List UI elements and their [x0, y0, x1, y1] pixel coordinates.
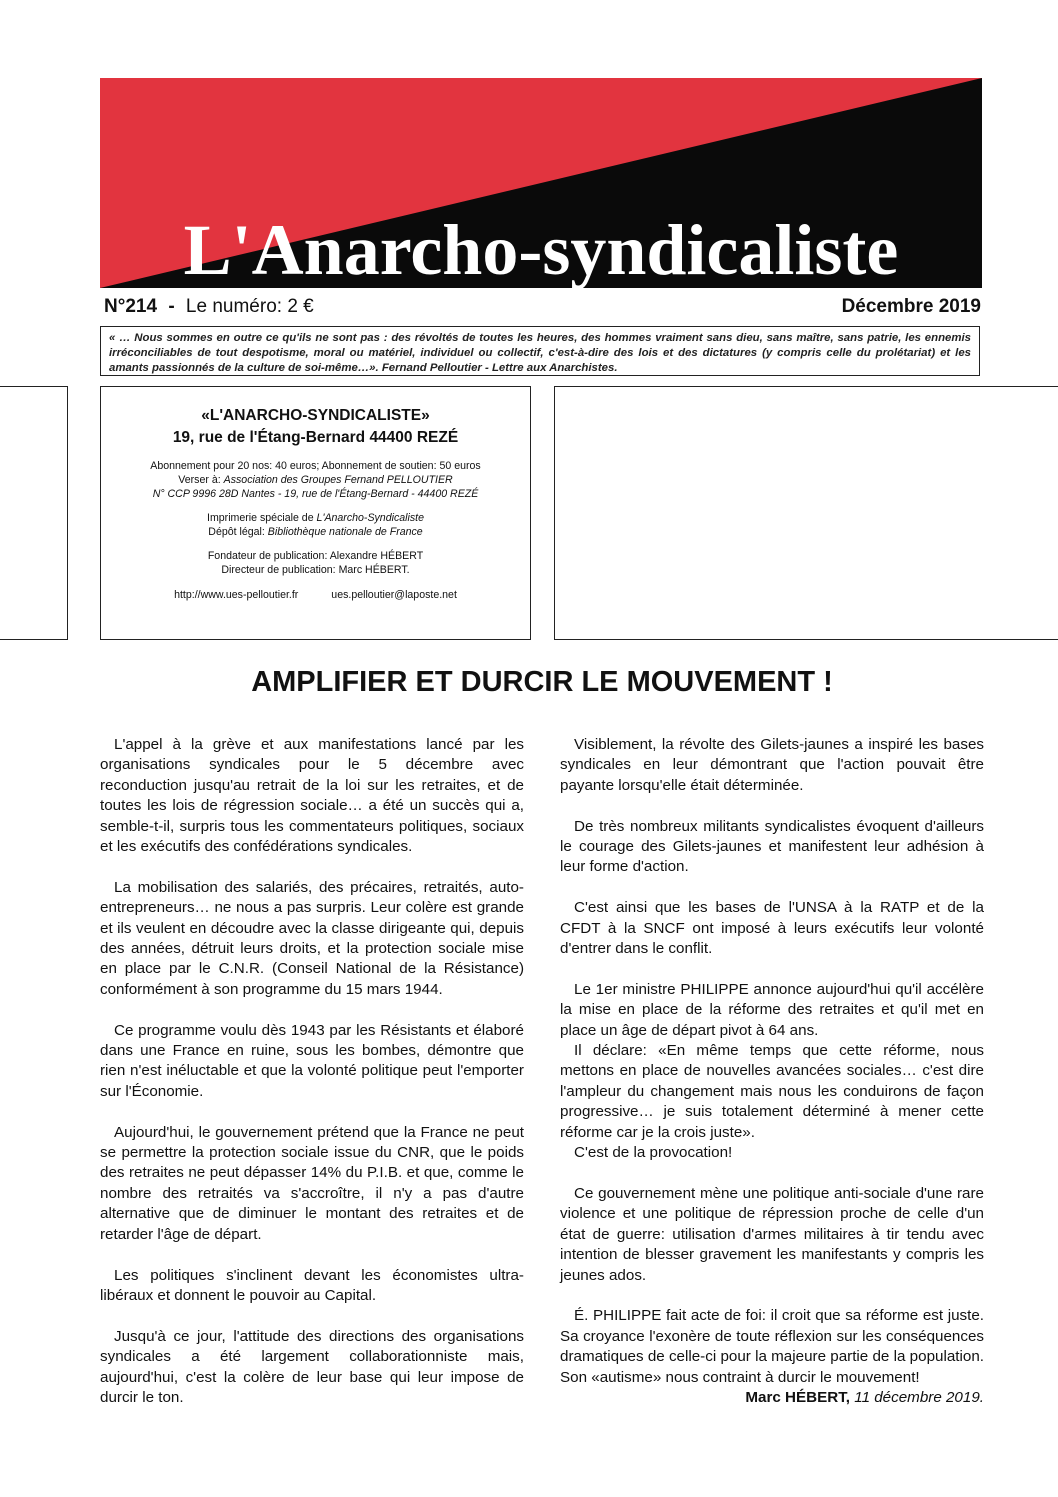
issue-separator: -	[168, 296, 175, 317]
epigraph-quote: « … Nous sommes en outre ce qu'ils ne sont pas : des révoltés de toutes les heures, des hommes vraiment sans dieu, sans maître, sans patrie, les ennemis irréconciliables de tout despotisme, moral ou matériel, individuel ou collectif, c'est-à-dire des lois et des dictatures (y compris celle du prolétariat) et les amants passionnés de la culture de soi-même…». Fernand Pelloutier - Lettre aux Anarchistes.	[100, 326, 980, 376]
paragraph-quote: Il déclare: «En même temps que cette réforme, nous mettons en place de nouvelles avancées sociales… c'est dire l'ampleur du changement mais nous les conduirons de façon progressive… je suis totalement déterminé à mener cette réforme car je la crois juste».	[560, 1042, 984, 1141]
info-legal-label: Dépôt légal:	[208, 526, 265, 538]
right-empty-box	[554, 386, 1058, 640]
info-director: Directeur de publication: Marc HÉBERT.	[221, 564, 410, 576]
issue-date: Décembre 2019	[841, 296, 981, 317]
paragraph: Ce programme voulu dès 1943 par les Résistants et élaboré dans une France en ruine, sous les bombes, démontre que rien n'est inéluctable et que la volonté politique peut l'emporter sur l'Économie.	[100, 1021, 524, 1100]
paragraph: Visiblement, la révolte des Gilets-jaunes a inspiré les bases syndicales en leur démontrant que l'action pouvait être payante lorsqu'elle était déterminée.	[560, 736, 984, 794]
article-headline: AMPLIFIER ET DURCIR LE MOUVEMENT !	[251, 666, 833, 698]
signature-name: Marc HÉBERT,	[745, 1388, 851, 1406]
paragraph: L'appel à la grève et aux manifestations lancé par les organisations syndicales pour le 5 décembre avec reconduction jusqu'au retrait de la loi sur les retraites, et de toutes les lois de régression sociale… a été un succès qui a, semble-t-il, surpris tous les commentateurs politiques, sociaux et les exécutifs des confédérations syndicales.	[100, 736, 524, 856]
paragraph: C'est ainsi que les bases de l'UNSA à la RATP et de la CFDT à la SNCF ont imposé à leurs exécutifs leur volonté d'entrer dans le conflit.	[560, 899, 984, 958]
info-legal: Bibliothèque nationale de France	[267, 526, 423, 538]
info-subscription: Abonnement pour 20 nos: 40 euros; Abonnement de soutien: 50 euros	[150, 460, 481, 472]
info-org-name: «L'ANARCHO-SYNDICALISTE»	[201, 407, 430, 424]
info-website-link[interactable]: http://www.ues-pelloutier.fr	[174, 589, 299, 601]
masthead-title: L'Anarcho-syndicaliste	[183, 210, 899, 288]
info-printer-line	[101, 511, 530, 525]
issue-price: Le numéro: 2 €	[185, 296, 314, 317]
publication-info-box	[100, 386, 531, 640]
info-pay-label: Verser à:	[178, 474, 221, 486]
paragraph: Aujourd'hui, le gouvernement prétend que la France ne peut se permettre la protection sociale issue du CNR, que le poids des retraites ne peut dépasser 14% du P.I.B. et que, comme le nombre des retraités va s'accroître, il n'y a pas d'autre alternative que de diminuer le montant des retraites et de retarder l'âge de départ.	[100, 1123, 524, 1243]
info-pay-line	[101, 473, 530, 487]
paragraph: Le 1er ministre PHILIPPE annonce aujourd'hui qu'il accélère la mise en place de la réforme des retraites et qu'il met en place un âge de départ pivot à 64 ans.	[560, 980, 984, 1039]
issue-number: N°214	[104, 296, 158, 317]
masthead	[100, 78, 982, 288]
article-column-right	[560, 735, 984, 1408]
info-founder: Fondateur de publication: Alexandre HÉBERT	[207, 550, 424, 562]
info-pay-to: Association des Groupes Fernand PELLOUTIER	[223, 474, 453, 486]
signature-date: 11 décembre 2019.	[854, 1388, 984, 1406]
paragraph: É. PHILIPPE fait acte de foi: il croit que sa réforme est juste. Sa croyance l'exonère de toute réflexion sur les conséquences dramatiques de celle-ci pour la majeure partie de la population. Son «autisme» nous contraint à durcir le mouvement!	[560, 1307, 984, 1386]
paragraph: Les politiques s'inclinent devant les économistes ultra-libéraux et donnent le pouvoir au Capital.	[100, 1266, 524, 1304]
article-column-left	[100, 735, 524, 1429]
issue-info	[104, 296, 314, 318]
info-printer-label: Imprimerie spéciale de	[207, 512, 314, 524]
info-printer: L'Anarcho-Syndicaliste	[316, 512, 424, 524]
paragraph: De très nombreux militants syndicalistes évoquent d'ailleurs le courage des Gilets-jaunes et manifestent leur adhésion à leur forme d'action.	[560, 817, 984, 876]
left-empty-box	[0, 386, 68, 640]
info-email-link[interactable]: ues.pelloutier@laposte.net	[331, 589, 457, 601]
info-legal-line	[101, 525, 530, 539]
info-ccp: N° CCP 9996 28D Nantes - 19, rue de l'Étang-Bernard - 44400 REZÉ	[152, 488, 479, 500]
paragraph: Ce gouvernement mène une politique anti-sociale d'une rare violence et une politique de répression proche de celle d'un état de guerre: utilisation d'armes militaires à tir tendu avec intention de blesser gravement les manifestants y compris les jeunes ados.	[560, 1184, 984, 1284]
article-signature	[560, 1388, 984, 1408]
info-address: 19, rue de l'Étang-Bernard 44400 REZÉ	[172, 429, 459, 446]
paragraph: La mobilisation des salariés, des précaires, retraités, auto-entrepreneurs… ne nous a pas surpris. Leur colère est grande et ils veulent en découdre avec la classe dirigeante qui, depuis des années, détruit leurs droits, et la protection sociale mise en place par le C.N.R. (Conseil National de la Résistance) conformément à son programme du 15 mars 1944.	[100, 878, 524, 998]
info-links	[101, 589, 530, 601]
paragraph: Jusqu'à ce jour, l'attitude des directions des organisations syndicales a été largement collaborationniste mais, aujourd'hui, c'est la colère de leur base qui leur impose de durcir le ton.	[100, 1327, 524, 1406]
paragraph: C'est de la provocation!	[574, 1144, 733, 1162]
